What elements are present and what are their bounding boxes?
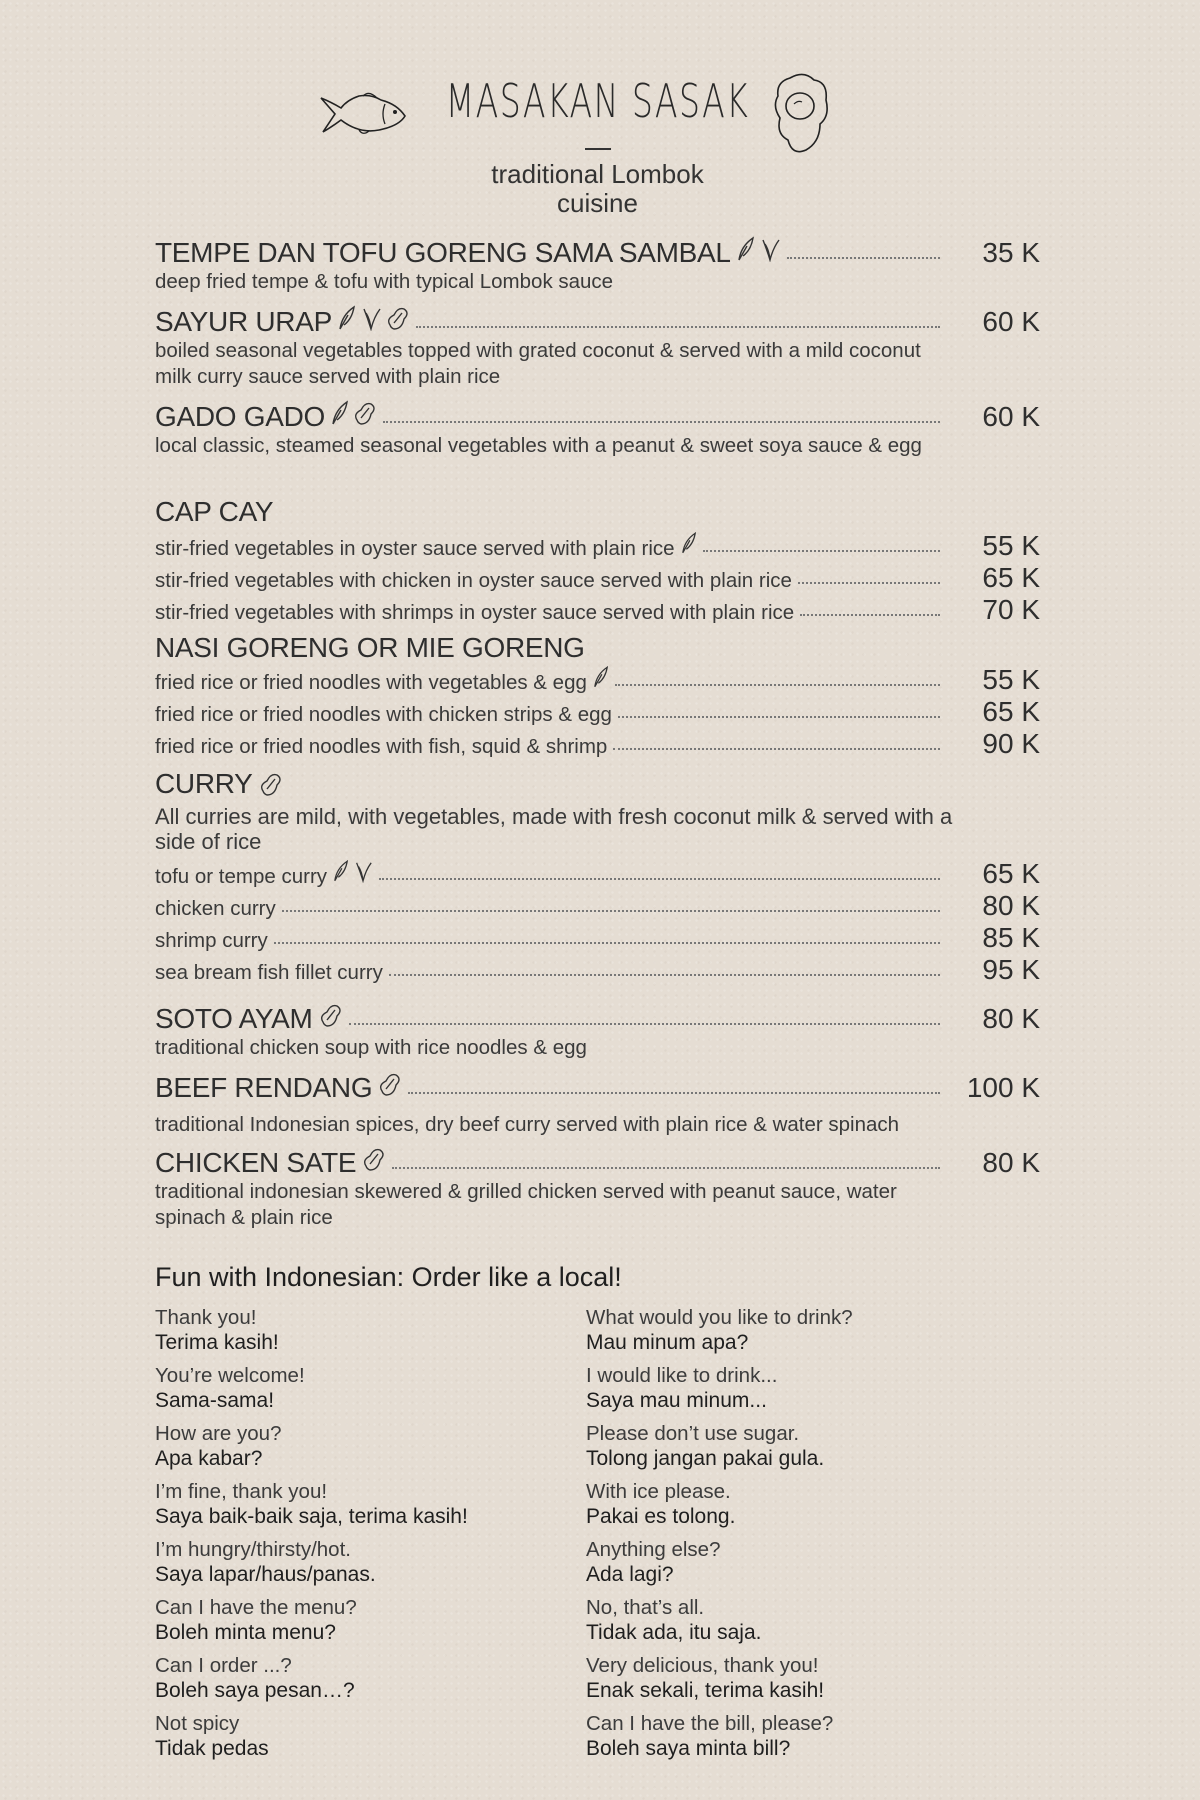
option-price: 65 K [982, 858, 1040, 889]
fried-egg-icon [770, 72, 830, 156]
leader-dots [274, 942, 940, 944]
option-label: stir-fried vegetables with chicken in oyster sauce served with plain rice [155, 569, 792, 592]
phrase-indonesian: Enak sekali, terima kasih! [586, 1679, 825, 1702]
peanut-icon [378, 1071, 402, 1097]
option-label: fried rice or fried noodles with vegetables & egg [155, 671, 587, 694]
phrase-indonesian: Mau minum apa? [586, 1331, 749, 1354]
subtitle-line-1: traditional Lombok [491, 159, 704, 189]
leader-dots [383, 421, 940, 423]
leaf-icon [681, 531, 697, 555]
leader-dots [613, 748, 940, 750]
phrases-left-column [155, 1305, 575, 1769]
title-dash [585, 148, 611, 150]
item-description: traditional indonesian skewered & grilled chicken served with peanut sauce, water spinach & plain rice [155, 1180, 897, 1229]
leader-dots [618, 716, 940, 718]
phrase-english: I’m hungry/thirsty/hot. [155, 1538, 351, 1561]
leader-dots [615, 684, 940, 686]
option-price: 80 K [982, 890, 1040, 921]
leader-dots [408, 1092, 940, 1094]
phrase-pair [586, 1421, 1006, 1471]
leader-dots [389, 974, 940, 976]
option-label: stir-fried vegetables in oyster sauce served with plain rice [155, 537, 675, 560]
option-price: 95 K [982, 954, 1040, 985]
item-price: 35 K [982, 237, 1040, 268]
option-price: 70 K [982, 594, 1040, 625]
menu-item-sayur-urap [155, 305, 1040, 390]
option-row [155, 890, 1040, 922]
item-description: traditional chicken soup with rice noodles & egg [155, 1036, 587, 1059]
phrase-english: Can I have the menu? [155, 1596, 357, 1619]
item-price: 60 K [982, 401, 1040, 432]
phrase-indonesian: Boleh minta menu? [155, 1621, 336, 1644]
peanut-icon [259, 771, 283, 797]
item-description: boiled seasonal vegetables topped with grated coconut & served with a mild coconut milk curry sauce served with plain rice [155, 339, 921, 388]
option-price: 65 K [982, 696, 1040, 727]
menu-item-chicken-sate [155, 1146, 1040, 1231]
option-row [155, 696, 1040, 728]
phrase-pair [155, 1479, 575, 1529]
leaf-icon [338, 305, 356, 331]
option-price: 55 K [982, 530, 1040, 561]
phrase-english: Anything else? [586, 1538, 721, 1561]
menu-item-gado-gado [155, 400, 1040, 459]
phrase-pair [586, 1711, 1006, 1761]
phrase-pair [155, 1711, 575, 1761]
vegan-v-icon [360, 305, 382, 331]
menu-header [155, 0, 1040, 230]
phrase-pair [586, 1305, 1006, 1355]
phrase-english: You’re welcome! [155, 1364, 305, 1387]
phrase-indonesian: Pakai es tolong. [586, 1505, 736, 1528]
option-row [155, 858, 1040, 890]
menu-item-beef-rendang [155, 1071, 1040, 1138]
leaf-icon [331, 400, 349, 426]
item-description: local classic, steamed seasonal vegetables with a peanut & sweet soya sauce & egg [155, 434, 922, 457]
option-label: shrimp curry [155, 929, 268, 952]
phrase-english: Can I order ...? [155, 1654, 292, 1677]
phrase-english: Please don’t use sugar. [586, 1422, 800, 1445]
subtitle-line-2: cuisine [557, 188, 638, 218]
item-name: SAYUR URAP [155, 306, 332, 337]
leaf-icon [737, 236, 755, 262]
item-name: BEEF RENDANG [155, 1072, 373, 1103]
category-name: NASI GORENG OR MIE GORENG [155, 632, 585, 663]
option-price: 90 K [982, 728, 1040, 759]
phrase-indonesian: Saya baik-baik saja, terima kasih! [155, 1505, 468, 1528]
option-row [155, 664, 1040, 696]
option-price: 85 K [982, 922, 1040, 953]
option-row [155, 922, 1040, 954]
phrase-pair [155, 1537, 575, 1587]
category-description: All curries are mild, with vegetables, made with fresh coconut milk & served with a side of rice [155, 804, 953, 854]
category-name: CAP CAY [155, 496, 274, 527]
phrase-pair [586, 1653, 1006, 1703]
option-label: sea bream fish fillet curry [155, 961, 383, 984]
phrase-english: I would like to drink... [586, 1364, 778, 1387]
option-row [155, 562, 1040, 594]
menu-subtitle [155, 160, 1040, 218]
phrase-english: No, that’s all. [586, 1596, 705, 1619]
option-row [155, 728, 1040, 760]
item-price: 60 K [982, 306, 1040, 337]
item-description: traditional Indonesian spices, dry beef curry served with plain rice & water spinach [155, 1113, 900, 1136]
vegan-v-icon [759, 236, 781, 262]
option-label: fried rice or fried noodles with chicken strips & egg [155, 703, 612, 726]
menu-page [155, 0, 1040, 1229]
phrase-english: Can I have the bill, please? [586, 1712, 834, 1735]
phrases-right-column [586, 1305, 1006, 1769]
leaf-icon [593, 665, 609, 689]
leader-dots [392, 1167, 940, 1169]
phrase-english: I’m fine, thank you! [155, 1480, 328, 1503]
phrase-pair [155, 1305, 575, 1355]
phrase-indonesian: Saya mau minum... [586, 1389, 767, 1412]
item-name: CHICKEN SATE [155, 1147, 357, 1178]
phrase-indonesian: Tolong jangan pakai gula. [586, 1447, 825, 1470]
item-price: 100 K [966, 1072, 1040, 1103]
phrase-english: Very delicious, thank you! [586, 1654, 819, 1677]
option-price: 65 K [982, 562, 1040, 593]
menu-item-cap-cay [155, 496, 1040, 626]
phrase-pair [155, 1595, 575, 1645]
menu-item-nasi-goreng [155, 632, 1040, 760]
phrase-pair [586, 1537, 1006, 1587]
leader-dots [349, 1023, 940, 1025]
menu-item-tempe [155, 236, 1040, 295]
option-row [155, 594, 1040, 626]
phrase-pair [586, 1479, 1006, 1529]
item-description: deep fried tempe & tofu with typical Lombok sauce [155, 270, 614, 293]
phrase-indonesian: Boleh saya minta bill? [586, 1737, 791, 1760]
item-price: 80 K [982, 1147, 1040, 1178]
option-label: chicken curry [155, 897, 276, 920]
phrase-english: What would you like to drink? [586, 1306, 853, 1329]
phrase-pair [586, 1363, 1006, 1413]
vegan-v-icon [353, 859, 373, 883]
option-label: fried rice or fried noodles with fish, squid & shrimp [155, 735, 608, 758]
leader-dots [798, 582, 940, 584]
phrase-pair [155, 1421, 575, 1471]
phrase-english: Thank you! [155, 1306, 257, 1329]
peanut-icon [362, 1146, 386, 1172]
leaf-icon [333, 859, 349, 883]
option-row [155, 954, 1040, 986]
option-label: stir-fried vegetables with shrimps in oyster sauce served with plain rice [155, 601, 795, 624]
phrase-indonesian: Terima kasih! [155, 1331, 279, 1354]
peanut-icon [353, 400, 377, 426]
item-name: TEMPE DAN TOFU GORENG SAMA SAMBAL [155, 237, 731, 268]
leader-dots [787, 257, 940, 259]
phrase-english: With ice please. [586, 1480, 731, 1503]
phrase-indonesian: Saya lapar/haus/panas. [155, 1563, 376, 1586]
phrase-english: Not spicy [155, 1712, 240, 1735]
item-name: GADO GADO [155, 401, 325, 432]
peanut-icon [319, 1002, 343, 1028]
menu-item-soto-ayam [155, 1002, 1040, 1061]
phrase-pair [155, 1653, 575, 1703]
leader-dots [703, 550, 940, 552]
leader-dots [379, 878, 940, 880]
peanut-icon [386, 305, 410, 331]
phrase-indonesian: Tidak pedas [155, 1737, 269, 1760]
option-row [155, 530, 1040, 562]
menu-title: MASAKAN SASAK [445, 74, 750, 128]
leader-dots [800, 614, 940, 616]
leader-dots [416, 326, 940, 328]
item-name: SOTO AYAM [155, 1003, 313, 1034]
option-label: tofu or tempe curry [155, 865, 328, 888]
phrase-indonesian: Boleh saya pesan…? [155, 1679, 355, 1702]
phrase-pair [586, 1595, 1006, 1645]
phrase-english: How are you? [155, 1422, 282, 1445]
menu-item-curry [155, 768, 1040, 986]
leader-dots [282, 910, 940, 912]
item-price: 80 K [982, 1003, 1040, 1034]
phrase-indonesian: Apa kabar? [155, 1447, 263, 1470]
phrase-indonesian: Ada lagi? [586, 1563, 674, 1586]
phrase-section-title: Fun with Indonesian: Order like a local! [155, 1262, 622, 1292]
phrase-pair [155, 1363, 575, 1413]
phrase-indonesian: Tidak ada, itu saja. [586, 1621, 762, 1644]
phrase-indonesian: Sama-sama! [155, 1389, 275, 1412]
option-price: 55 K [982, 664, 1040, 695]
category-name: CURRY [155, 768, 253, 799]
